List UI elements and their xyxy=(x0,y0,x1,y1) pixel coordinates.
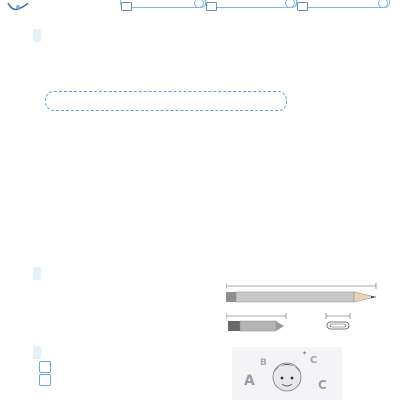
answer-box-b[interactable] xyxy=(39,374,51,386)
check-circle[interactable] xyxy=(194,0,204,8)
header-item-try-harder[interactable] xyxy=(296,0,390,8)
bai3-badge xyxy=(33,346,41,359)
bai1-heading xyxy=(33,30,44,41)
bai2-badge xyxy=(33,267,41,280)
header-item-done[interactable] xyxy=(205,0,297,8)
girl-abc-illustration xyxy=(232,347,342,405)
svg-text:C: C xyxy=(318,378,327,392)
svg-text:B: B xyxy=(260,358,267,368)
svg-text:C: C xyxy=(310,355,318,366)
svg-text:A: A xyxy=(244,373,255,389)
svg-text:✦: ✦ xyxy=(302,350,308,357)
bai3-item-a xyxy=(37,361,51,373)
bai2-heading xyxy=(33,268,44,279)
bai3-item-b xyxy=(37,374,51,386)
expression-box xyxy=(45,91,287,111)
header-item-good[interactable] xyxy=(120,0,206,8)
notebook-icon xyxy=(121,2,132,11)
check-circle[interactable] xyxy=(285,0,295,8)
bai1-badge xyxy=(33,29,41,42)
pencil-figure xyxy=(226,279,396,344)
bai3-heading xyxy=(33,347,44,358)
pencil-paper-icon xyxy=(206,2,217,11)
check-circle[interactable] xyxy=(378,0,388,8)
answer-box-a[interactable] xyxy=(39,361,51,373)
book-icon xyxy=(297,2,308,11)
mascot-icon xyxy=(6,0,32,18)
